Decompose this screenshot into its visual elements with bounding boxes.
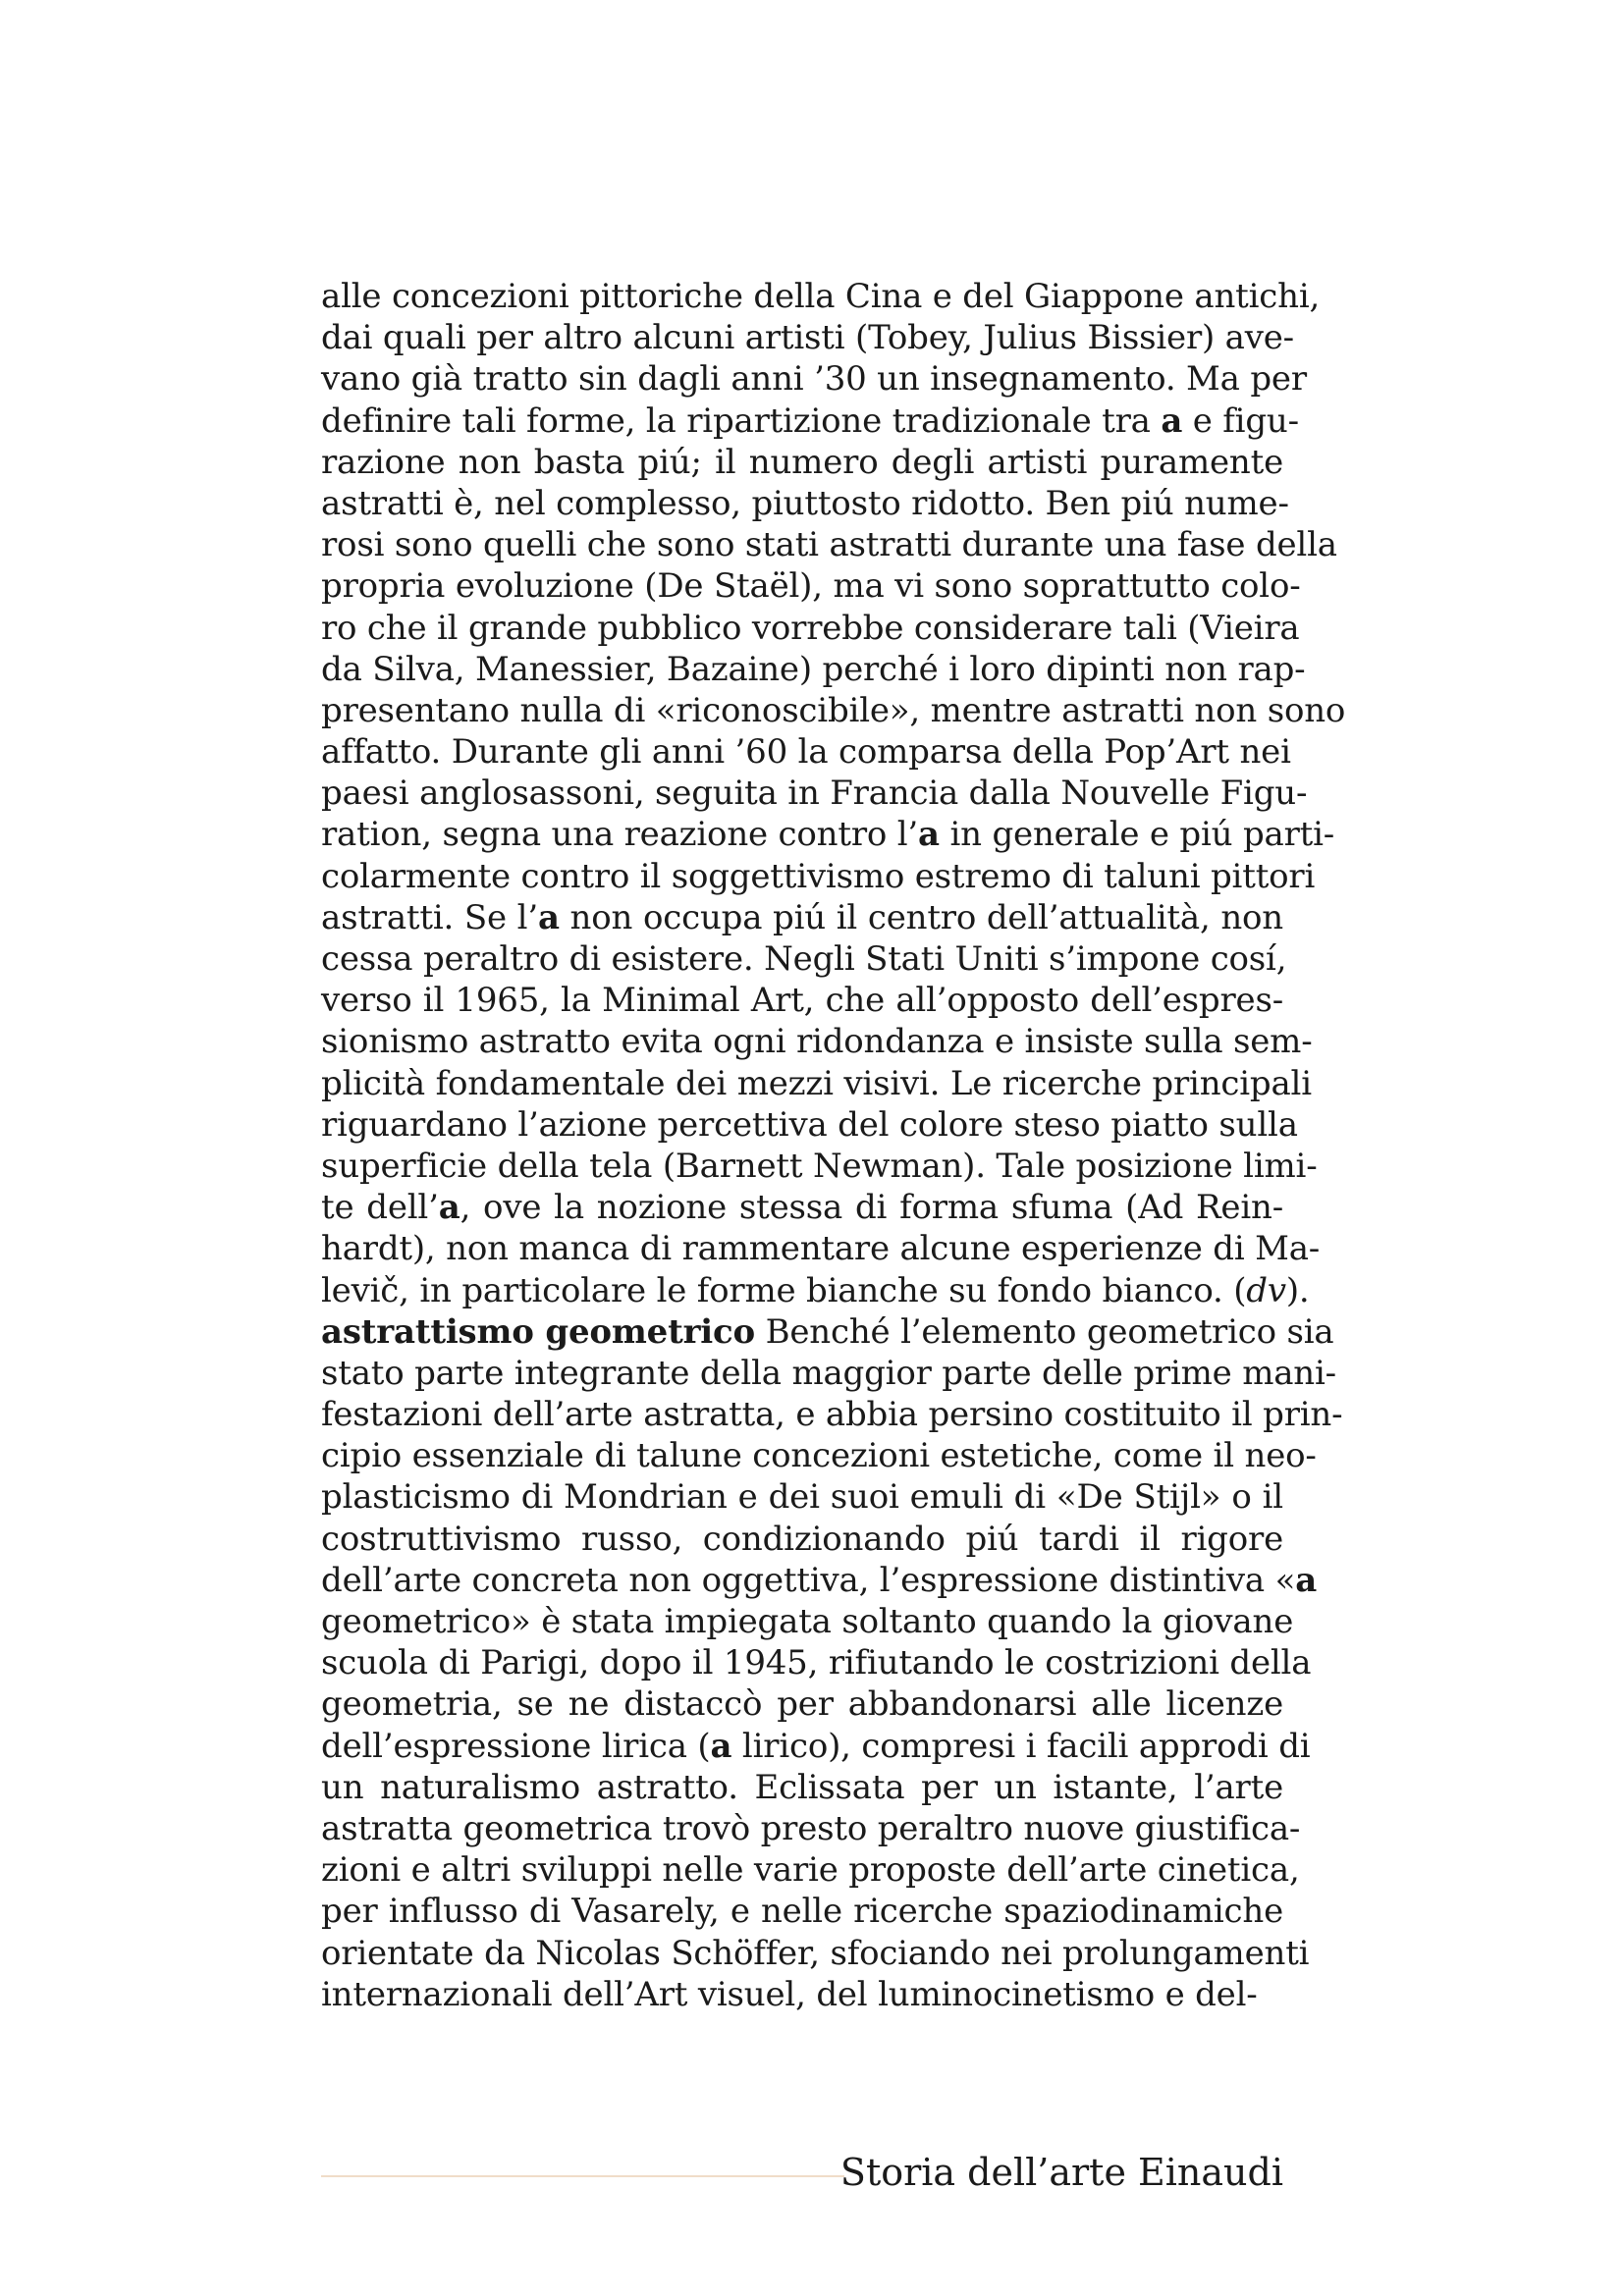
bold-text: a	[918, 815, 940, 855]
text-line	[321, 400, 1299, 442]
text-line	[321, 1435, 1317, 1476]
text-line	[321, 1021, 1313, 1062]
text-segment: zioni e altri sviluppi nelle varie proposte dell’arte cinetica,	[321, 1850, 1300, 1891]
text-segment: paesi anglosassoni, seguita in Francia dalla Nouvelle Figu-	[321, 774, 1308, 814]
text-line	[321, 1849, 1300, 1891]
text-line	[321, 1808, 1301, 1849]
text-line	[321, 1476, 1283, 1518]
text-line	[321, 938, 1287, 980]
bold-text: a	[710, 1726, 732, 1766]
text-segment: rosi sono quelli che sono stati astratti durante una fase della	[321, 525, 1337, 565]
text-segment: alle concezioni pittoriche della Cina e del Giappone antichi,	[321, 277, 1321, 316]
text-line	[321, 1933, 1310, 1974]
text-segment: un naturalismo astratto. Eclissata per un istante, l’arte	[321, 1767, 1283, 1807]
text-line	[321, 1642, 1312, 1683]
text-line	[321, 1974, 1283, 2015]
text-line	[321, 1394, 1343, 1435]
text-line	[321, 608, 1300, 649]
text-segment: colarmente contro il soggettivismo estremo di taluni pittori	[321, 856, 1316, 896]
text-segment: orientate da Nicolas Schöffer, sfociando nei prolungamenti	[321, 1933, 1310, 1973]
bold-text: a	[1295, 1560, 1318, 1600]
text-segment: plasticismo di Mondrian e dei suoi emuli di «De Stijl» o il	[321, 1477, 1283, 1518]
text-segment: e figu-	[1182, 400, 1299, 441]
text-segment: ration, segna una reazione contro l’	[321, 815, 919, 855]
text-line	[321, 442, 1283, 483]
text-segment: definire tali forme, la ripartizione tradizionale tra	[321, 400, 1162, 441]
text-segment: internazionali dell’Art visuel, del luminocinetismo e del-	[321, 1974, 1258, 2014]
page-footer	[321, 2148, 1283, 2197]
text-line	[321, 1104, 1298, 1146]
text-line	[321, 1683, 1283, 1725]
text-segment: festazioni dell’arte astratta, e abbia persino costituito il prin-	[321, 1395, 1343, 1435]
footer-rule	[321, 2175, 844, 2177]
text-line	[321, 1187, 1283, 1228]
text-line	[321, 773, 1308, 814]
text-line	[321, 814, 1335, 855]
bold-text: a	[537, 897, 560, 937]
text-segment: propria evoluzione (De Staël), ma vi sono soprattutto colo-	[321, 566, 1301, 607]
text-segment: hardt), non manca di rammentare alcune esperienze di Ma-	[321, 1229, 1321, 1269]
text-line	[321, 1270, 1310, 1311]
text-segment: presentano nulla di «riconoscibile», mentre astratti non sono	[321, 690, 1346, 730]
text-line	[321, 1601, 1294, 1642]
text-segment: razione non basta piú; il numero degli artisti puramente	[321, 442, 1283, 482]
text-segment: dai quali per altro alcuni artisti (Tobey, Julius Bissier) ave-	[321, 318, 1294, 358]
text-segment: per influsso di Vasarely, e nelle ricerche spaziodinamiche	[321, 1892, 1283, 1932]
text-line	[321, 1228, 1321, 1269]
text-line	[321, 856, 1316, 897]
text-line	[321, 1353, 1336, 1394]
text-segment: geometria, se ne distaccò per abbandonarsi alle licenze	[321, 1684, 1283, 1725]
text-segment: dell’espressione lirica (	[321, 1726, 711, 1766]
text-line	[321, 731, 1291, 773]
text-segment: plicità fondamentale dei mezzi visivi. Le ricerche principali	[321, 1063, 1312, 1103]
text-segment: in generale e piú parti-	[939, 815, 1335, 855]
text-segment: ).	[1285, 1270, 1310, 1310]
text-segment: superficie della tela (Barnett Newman). Tale posizione limi-	[321, 1146, 1318, 1186]
bold-text: astrattismo geometrico	[321, 1311, 755, 1352]
text-segment: levič, in particolare le forme bianche su fondo bianco. (	[321, 1270, 1247, 1310]
text-segment: te dell’	[321, 1188, 439, 1228]
text-segment: vano già tratto sin dagli anni ’30 un insegnamento. Ma per	[321, 359, 1307, 400]
italic-text: dv	[1246, 1270, 1286, 1310]
text-segment: verso il 1965, la Minimal Art, che all’opposto dell’espres-	[321, 981, 1283, 1021]
text-segment: , ove la nozione stessa di forma sfuma (Ad Rein-	[460, 1188, 1284, 1228]
text-segment: da Silva, Manessier, Bazaine) perché i loro dipinti non rap-	[321, 649, 1306, 689]
text-segment: stato parte integrante della maggior parte delle prime mani-	[321, 1353, 1336, 1393]
text-line	[321, 1311, 1334, 1353]
text-line	[321, 276, 1321, 317]
text-line	[321, 1560, 1318, 1601]
footer-title: Storia dell’arte Einaudi	[839, 2151, 1283, 2194]
text-segment: astratti. Se l’	[321, 897, 538, 937]
text-segment: lirico), compresi i facili approdi di	[731, 1726, 1311, 1766]
text-segment: Benché l’elemento geometrico sia	[754, 1311, 1334, 1352]
text-segment: ro che il grande pubblico vorrebbe considerare tali (Vieira	[321, 608, 1300, 648]
body-text	[321, 276, 1346, 2015]
text-segment: geometrico» è stata impiegata soltanto quando la giovane	[321, 1602, 1294, 1641]
text-line	[321, 1891, 1283, 1932]
text-segment: cipio essenziale di talune concezioni estetiche, come il neo-	[321, 1436, 1317, 1476]
text-segment: astratta geometrica trovò presto peraltro nuove giustifica-	[321, 1808, 1301, 1848]
text-segment: cessa peraltro di esistere. Negli Stati Uniti s’impone cosí,	[321, 939, 1287, 979]
bold-text: a	[1161, 400, 1183, 441]
text-line	[321, 980, 1283, 1021]
text-line	[321, 317, 1294, 358]
text-line	[321, 1726, 1311, 1767]
text-line	[321, 649, 1306, 690]
text-line	[321, 1146, 1318, 1187]
text-segment: dell’arte concreta non oggettiva, l’espressione distintiva «	[321, 1560, 1296, 1600]
bold-text: a	[438, 1188, 460, 1228]
text-line	[321, 483, 1289, 524]
text-line	[321, 690, 1346, 731]
text-segment: non occupa piú il centro dell’attualità, non	[559, 897, 1283, 937]
text-line	[321, 524, 1337, 565]
text-line	[321, 358, 1307, 400]
text-line	[321, 1767, 1283, 1808]
text-segment: costruttivismo russo, condizionando piú tardi il rigore	[321, 1519, 1283, 1559]
text-segment: affatto. Durante gli anni ’60 la comparsa della Pop’Art nei	[321, 732, 1291, 773]
text-segment: riguardano l’azione percettiva del colore steso piatto sulla	[321, 1104, 1298, 1145]
text-segment: sionismo astratto evita ogni ridondanza e insiste sulla sem-	[321, 1022, 1313, 1062]
text-segment: astratti è, nel complesso, piuttosto ridotto. Ben piú nume-	[321, 483, 1289, 523]
text-line	[321, 897, 1283, 938]
text-line	[321, 1063, 1312, 1104]
text-segment: scuola di Parigi, dopo il 1945, rifiutando le costrizioni della	[321, 1643, 1312, 1683]
text-line	[321, 565, 1301, 607]
text-line	[321, 1519, 1283, 1560]
